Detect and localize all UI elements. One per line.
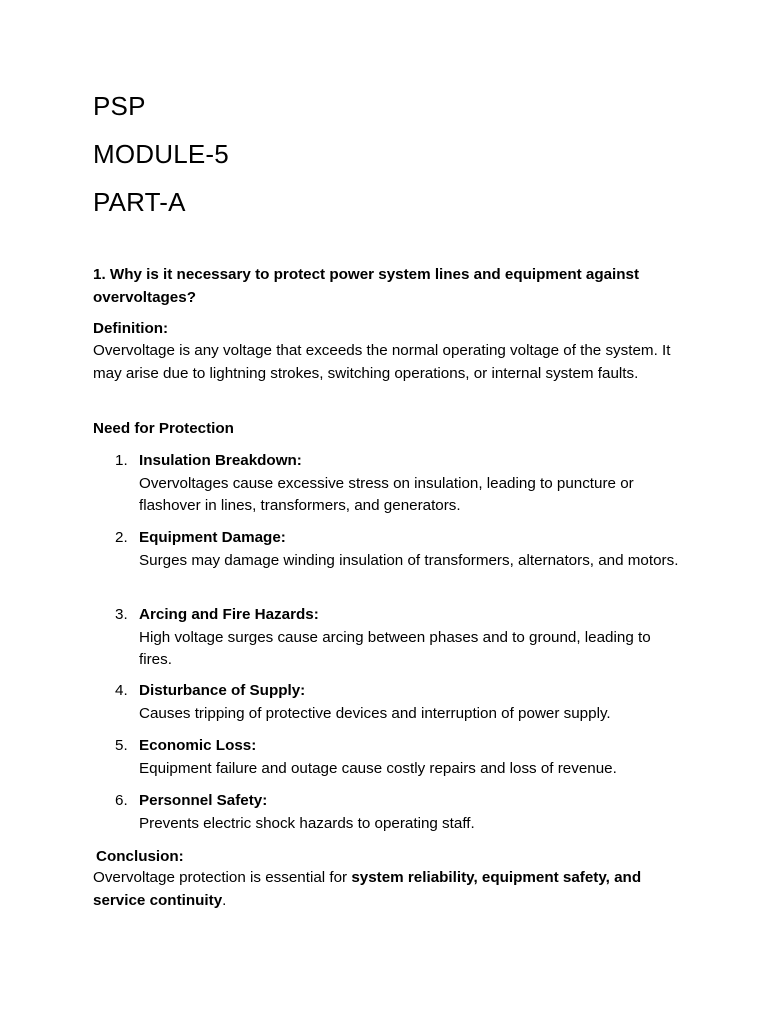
list-number: 4. bbox=[115, 682, 128, 699]
list-number: 1. bbox=[115, 452, 128, 469]
definition-label: Definition: bbox=[93, 320, 169, 337]
list-item-title: Insulation Breakdown: bbox=[139, 452, 302, 469]
definition-text: Overvoltage is any voltage that exceeds the normal operating voltage of the system. It may arise due to lightning strokes, switching operations, or internal system faults. bbox=[93, 342, 671, 382]
list-number: 6. bbox=[115, 792, 128, 809]
list-item-description: Overvoltages cause excessive stress on insulation, leading to puncture or flashover in lines, transformers, and generators. bbox=[139, 474, 634, 514]
conclusion-text-emphasis: system reliability, equipment safety, and service continuity bbox=[93, 869, 642, 909]
list-item-description: Prevents electric shock hazards to operating staff. bbox=[139, 814, 475, 832]
list-item-title: Personnel Safety: bbox=[139, 792, 268, 809]
doc-title-part: PART-A bbox=[93, 187, 186, 217]
list-number: 3. bbox=[115, 606, 128, 623]
doc-title-psp: PSP bbox=[93, 91, 146, 121]
conclusion-text-end: . bbox=[222, 891, 227, 909]
question-heading: 1. Why is it necessary to protect power system lines and equipment against overvoltages? bbox=[93, 266, 640, 306]
list-item-title: Economic Loss: bbox=[139, 737, 257, 754]
conclusion-text bbox=[93, 867, 678, 912]
list-item-description: Surges may damage winding insulation of transformers, alternators, and motors. bbox=[139, 551, 679, 569]
list-number: 5. bbox=[115, 737, 128, 754]
conclusion-label: Conclusion: bbox=[96, 848, 184, 865]
list-item-description: Equipment failure and outage cause costly repairs and loss of revenue. bbox=[139, 759, 617, 777]
doc-title-module: MODULE-5 bbox=[93, 139, 229, 169]
need-for-protection-label: Need for Protection bbox=[93, 420, 234, 437]
list-item-title: Equipment Damage: bbox=[139, 529, 286, 546]
list-item-title: Disturbance of Supply: bbox=[139, 682, 306, 699]
list-number: 2. bbox=[115, 529, 128, 546]
conclusion-text-start: Overvoltage protection is essential for bbox=[93, 869, 352, 886]
list-item-title: Arcing and Fire Hazards: bbox=[139, 606, 319, 623]
list-item-description: Causes tripping of protective devices and interruption of power supply. bbox=[139, 704, 611, 722]
list-item-description: High voltage surges cause arcing between phases and to ground, leading to fires. bbox=[139, 628, 651, 668]
